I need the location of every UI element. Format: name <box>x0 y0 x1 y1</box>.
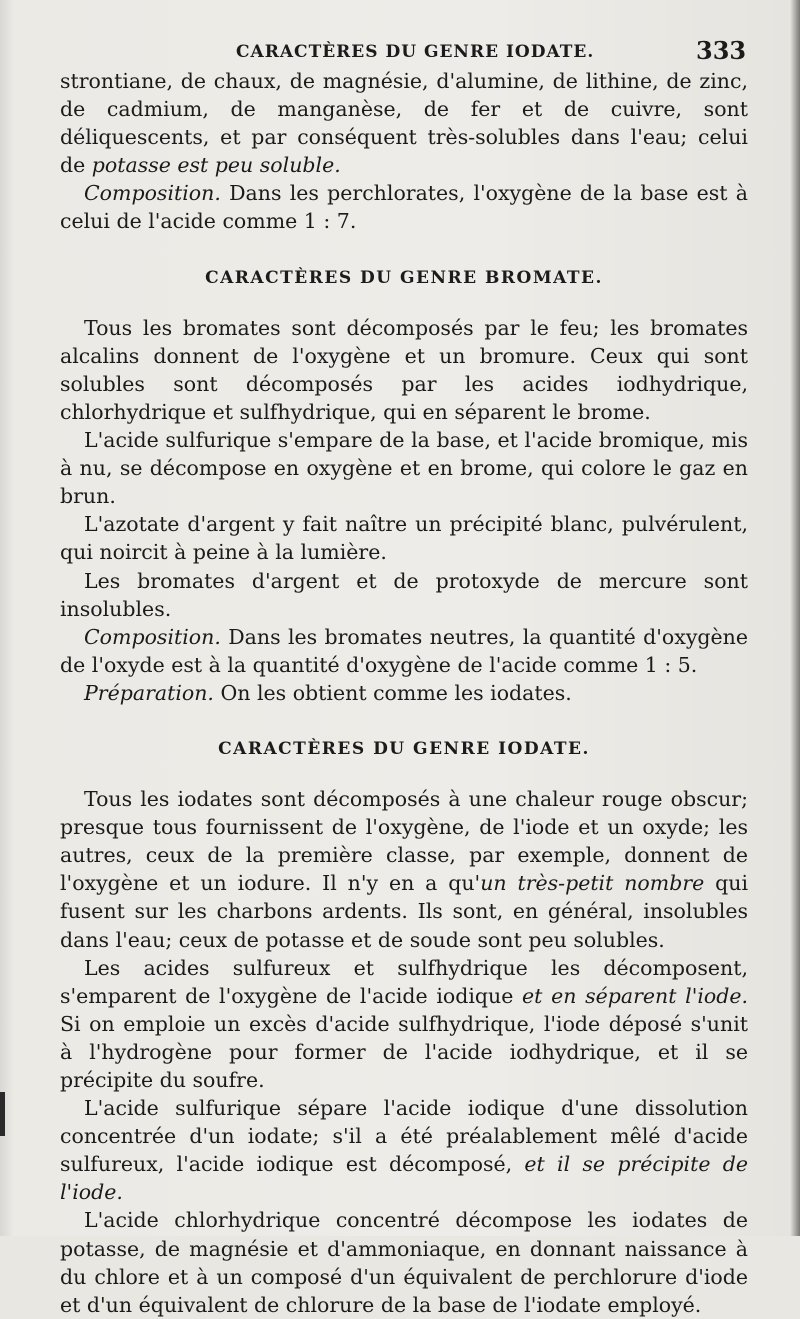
paragraph: L'azotate d'argent y fait naître un précipité blanc, pulvérulent, qui noircit à peine à la lumière. <box>60 512 748 565</box>
page-header <box>0 36 800 68</box>
margin-mark <box>0 1092 5 1136</box>
paragraph: L'acide sulfurique sépare l'acide iodique d'une dissolution concentrée d'un iodate; s'il a été préalablement mêlé d'acide sulfureux, l'acide iodique est décomposé, et il se précipite de l'iode. <box>60 1096 748 1205</box>
section-title-bromate: CARACTÈRES DU GENRE BROMATE. <box>205 267 603 288</box>
paragraph: Tous les iodates sont décomposés à une chaleur rouge obscur; presque tous fournissent de l'oxygène, de l'iode et un oxyde; les autres, ceux de la première classe, par exemple, donnent de l'oxygène et un iodure. Il n'y en a qu'un très-petit nombre qui fusent sur les charbons ardents. Ils sont, en général, insolubles dans l'eau; ceux de potasse et de soude sont peu solubles. <box>60 787 749 952</box>
paragraph: L'acide sulfurique s'empare de la base, et l'acide bromique, mis à nu, se décompose en oxygène et en brome, qui colore le gaz en brun. <box>60 428 748 509</box>
running-title: CARACTÈRES DU GENRE IODATE. <box>236 42 595 62</box>
page-edge-shadow <box>790 0 800 1236</box>
paragraph: L'acide chlorhydrique concentré décompose les iodates de potasse, de magnésie et d'ammoniaque, en donnant naissance à du chlore et à un composé d'un équivalent de perchlorure d'iode et d'un équivalent de chlorure de la base de l'iodate employé. <box>60 1208 748 1317</box>
paragraph: Les acides sulfureux et sulfhydrique les décomposent, s'emparent de l'oxygène de l'acide iodique et en séparent l'iode. Si on emploie un excès d'acide sulfhydrique, l'iode déposé s'unit à l'hydrogène pour former de l'acide iodhydrique, et il se précipite du soufre. <box>60 955 748 1092</box>
preparation-paragraph: Préparation. On les obtient comme les iodates. <box>84 680 572 705</box>
section-title-iodate: CARACTÈRES DU GENRE IODATE. <box>218 738 590 759</box>
paragraph: Les bromates d'argent et de protoxyde de mercure sont insolubles. <box>60 568 748 621</box>
composition-paragraph: Composition. Dans les perchlorates, l'oxygène de la base est à celui de l'acide comme 1 : 7. <box>60 181 748 234</box>
page-body <box>60 67 748 1319</box>
paragraph: strontiane, de chaux, de magnésie, d'alumine, de lithine, de zinc, de cadmium, de manganèse, de fer et de cuivre, sont déliquescents, et par conséquent très-solubles dans l'eau; celui de potasse est peu soluble. <box>60 69 748 178</box>
paragraph: Tous les bromates sont décomposés par le feu; les bromates alcalins donnent de l'oxygène et un bromure. Ceux qui sont solubles sont décomposés par les acides iodhydrique, chlorhydrique et sulfhydrique, qui en séparent le brome. <box>60 315 748 424</box>
page-number: 333 <box>696 36 747 65</box>
composition-paragraph: Composition. Dans les bromates neutres, la quantité d'oxygène de l'oxyde est à la quantité d'oxygène de l'acide comme 1 : 5. <box>60 624 748 677</box>
